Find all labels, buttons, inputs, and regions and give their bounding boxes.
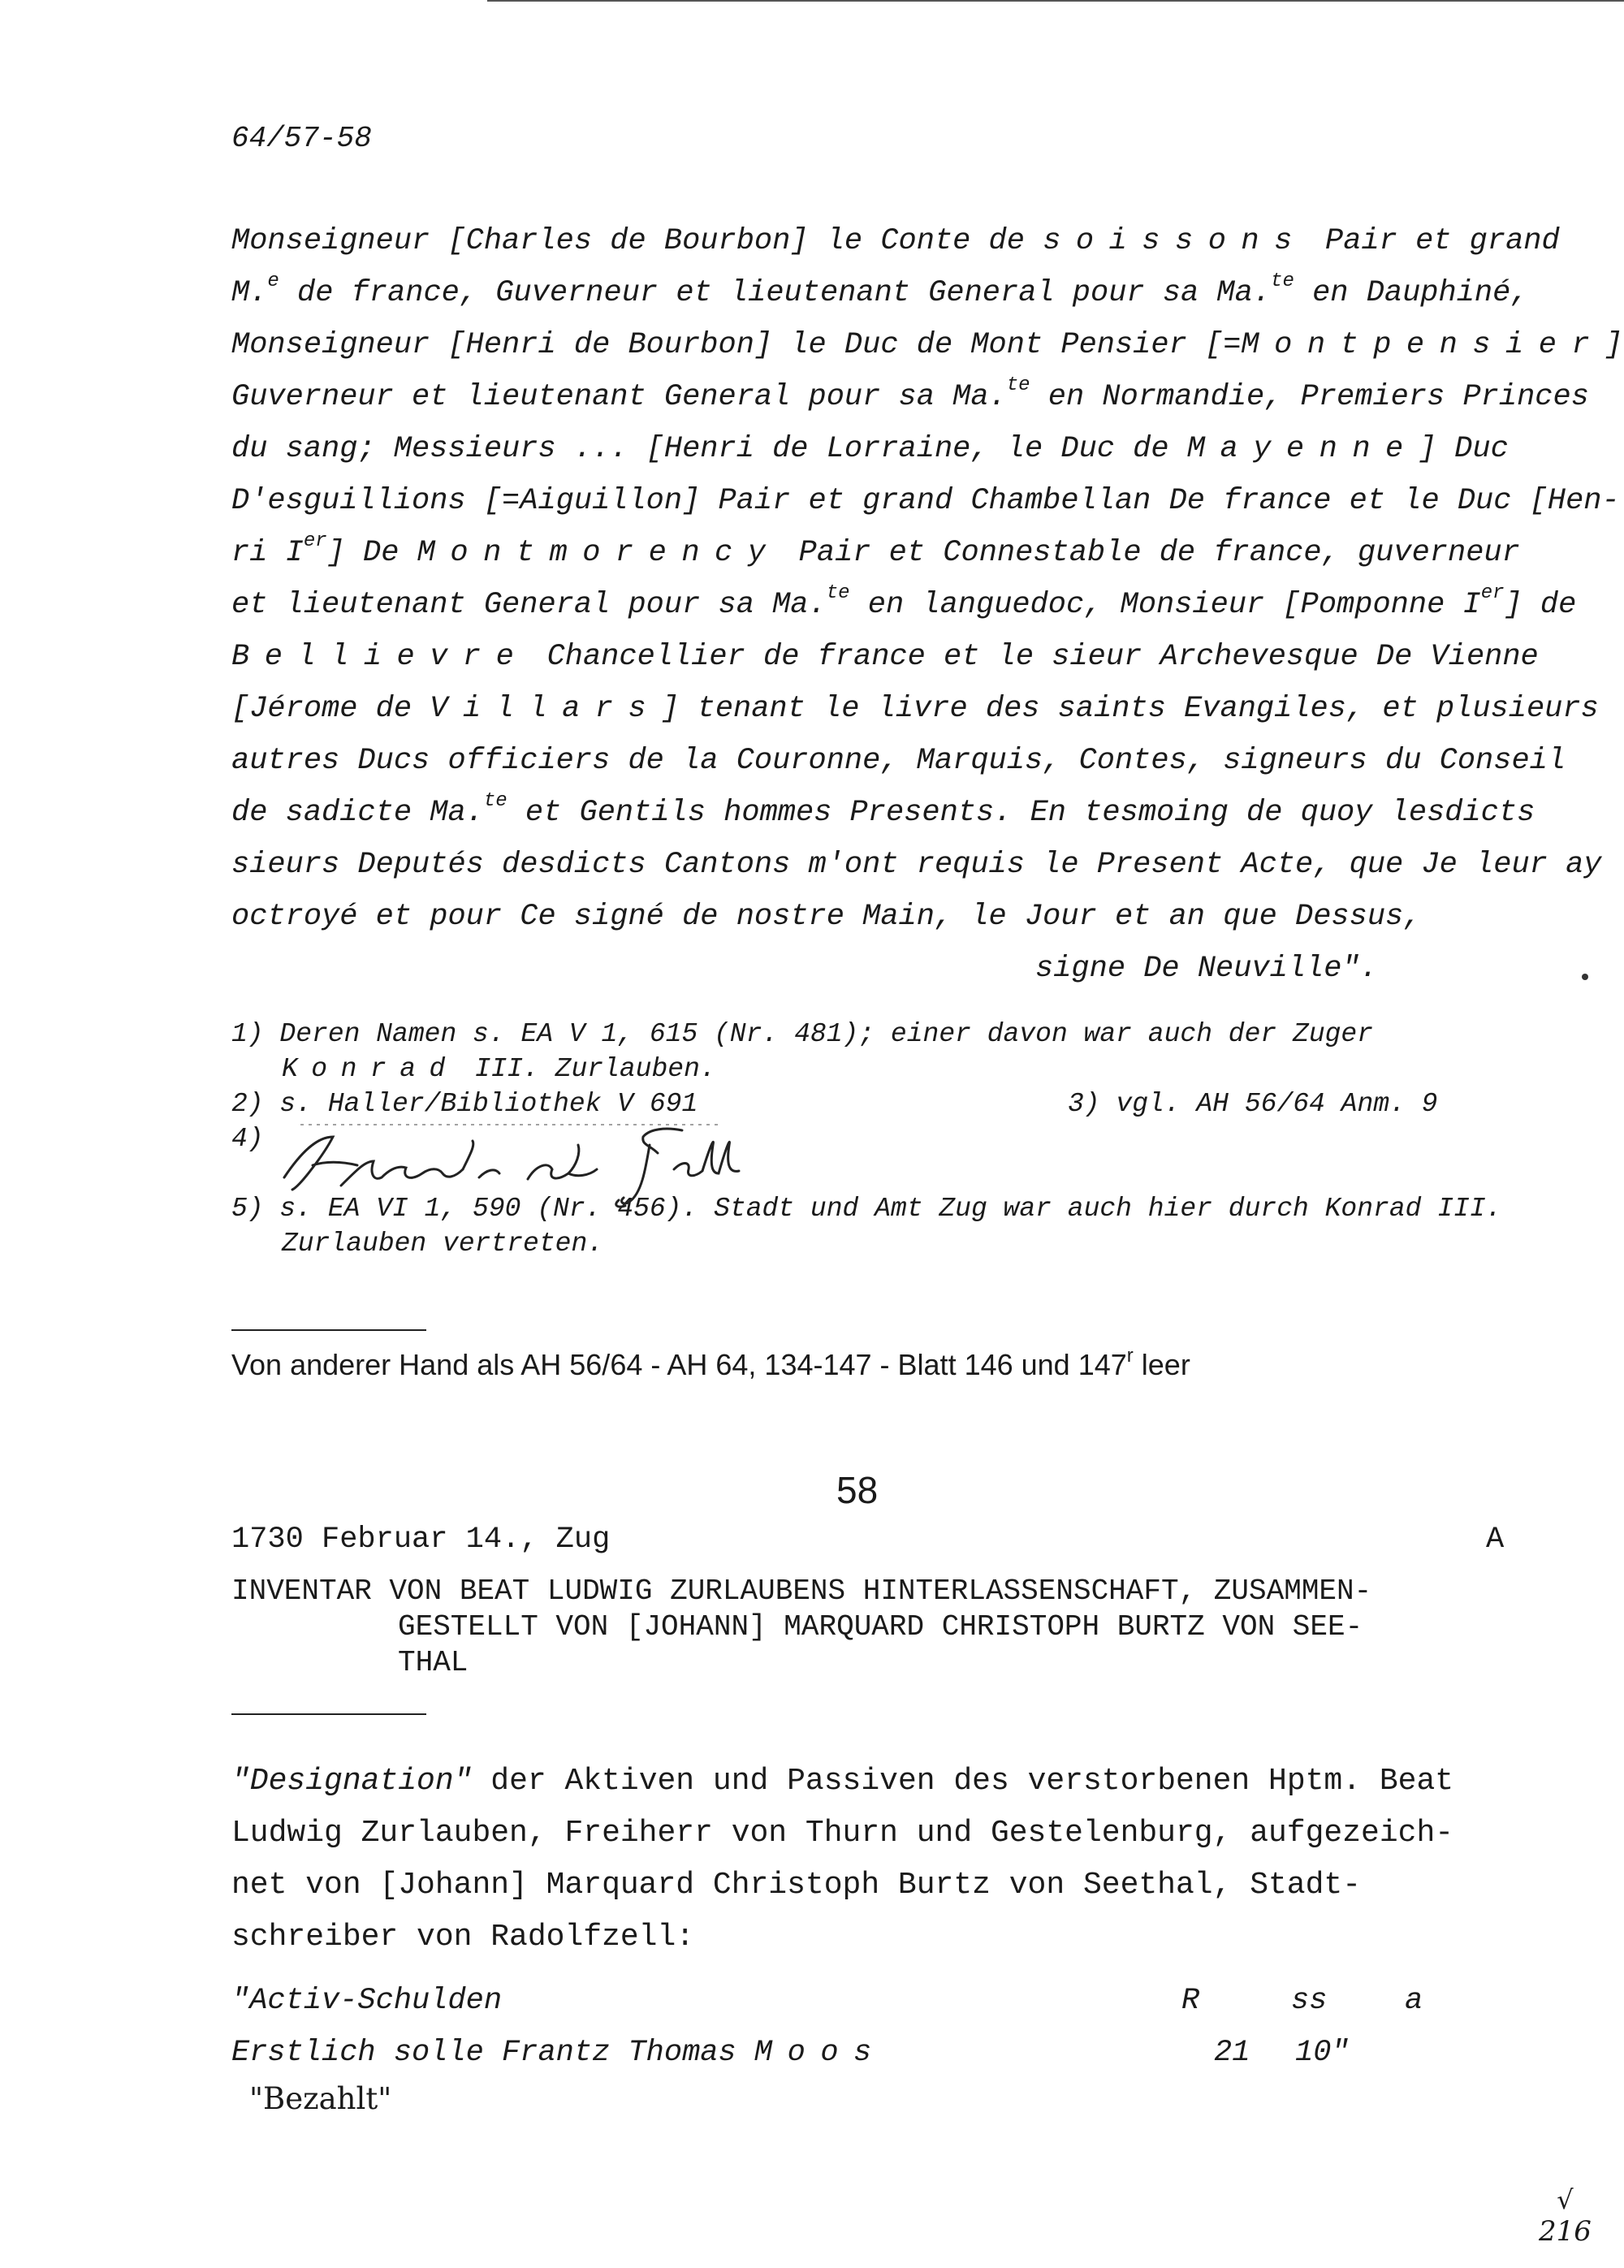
body-line: ri Ier] De Montmorency Pair et Connestable de france, guverneur	[231, 530, 1520, 570]
body-line: sieurs Deputés desdicts Cantons m'ont requis le Present Acte, que Je leur ay	[231, 848, 1602, 882]
footnote-3: 3) vgl. AH 56/64 Anm. 9	[1068, 1089, 1438, 1119]
margin-dot	[1582, 974, 1588, 980]
separator-rule	[231, 1329, 426, 1331]
body-line: [Jérome de Villars] tenant le livre des saints Evangiles, et plusieurs	[231, 692, 1599, 726]
date-place-line: 1730 Februar 14., Zug	[231, 1523, 611, 1557]
body-line: du sang; Messieurs ... [Henri de Lorraine, le Duc de Mayenne] Duc	[231, 432, 1509, 466]
footnote-1: 1) Deren Namen s. EA V 1, 615 (Nr. 481); einer davon war auch der Zuger	[231, 1019, 1374, 1049]
footnote-5-cont: Zurlauben vertreten.	[282, 1229, 604, 1259]
hand-note-line: Von anderer Hand als AH 56/64 - AH 64, 134-147 - Blatt 146 und 147$^r$ leer	[231, 1345, 1190, 1381]
source-flag: A	[1486, 1523, 1505, 1557]
body-line: Monseigneur [Henri de Bourbon] le Duc de Mont Pensier [=Montpensier]	[231, 328, 1623, 362]
separator-rule	[231, 1713, 426, 1715]
footnote-5: 5) s. EA VI 1, 590 (Nr. 456). Stadt und Amt Zug war auch hier durch Konrad III.	[231, 1194, 1502, 1224]
body-line: autres Ducs officiers de la Couronne, Marquis, Contes, signeurs du Conseil	[231, 744, 1566, 778]
body-line: D'esguillions [=Aiguillon] Pair et grand Chambellan De france et le Duc [Hen-	[231, 484, 1620, 518]
handwritten-signature	[268, 1121, 755, 1210]
footnote-2: 2) s. Haller/Bibliothek V 691	[231, 1089, 698, 1119]
body-line: signe De Neuville".	[1035, 952, 1378, 986]
footnote-1-cont: Konrad III. Zurlauben.	[282, 1054, 716, 1084]
body-line: octroyé et pour Ce signé de nostre Main, le Jour et an que Dessus,	[231, 900, 1422, 934]
body-line: et lieutenant General pour sa Ma.$^{te}$ en languedoc, Monsieur [Pomponne Ier] de	[231, 582, 1577, 622]
page-number: √ 216	[1539, 2184, 1592, 2248]
document-reference: 64/57-58	[231, 122, 372, 155]
letter-text	[231, 215, 1623, 995]
document-title: INVENTAR VON BEAT LUDWIG ZURLAUBENS HINTERLASSENSCHAFT, ZUSAMMEN- GESTELLT VON [JOHANN] MARQUARD CHRISTOPH BURTZ VON SEE- THAL	[231, 1575, 1372, 1679]
body-line: Guverneur et lieutenant General pour sa Ma.$^{te}$ en Normandie, Premiers Princes	[231, 374, 1589, 414]
body-line: Bellievre Chancellier de france et le sieur Archevesque De Vienne	[231, 640, 1539, 674]
top-scan-edge	[487, 0, 1624, 2]
body-line: Monseigneur [Charles de Bourbon] le Conte de soissons Pair et grand	[231, 224, 1560, 258]
body-line: M.$^e$ de france, Guverneur et lieutenant General pour sa Ma.$^{te}$ en Dauphiné,	[231, 270, 1529, 310]
footnote-4: 4)	[231, 1124, 264, 1154]
document-number: 58	[836, 1469, 879, 1511]
description-paragraph: "Designation" der Aktiven und Passiven des verstorbenen Hptm. Beat Ludwig Zurlauben, Freiherr von Thurn und Gestelenburg, aufgezeich- net von [Johann] Marquard Christoph Burtz von Seethal, Stadt- schreiber von Radolfzell:	[231, 1764, 1454, 1955]
body-line: de sadicte Ma.$^{te}$ et Gentils hommes Presents. En tesmoing de quoy lesdicts	[231, 790, 1535, 830]
